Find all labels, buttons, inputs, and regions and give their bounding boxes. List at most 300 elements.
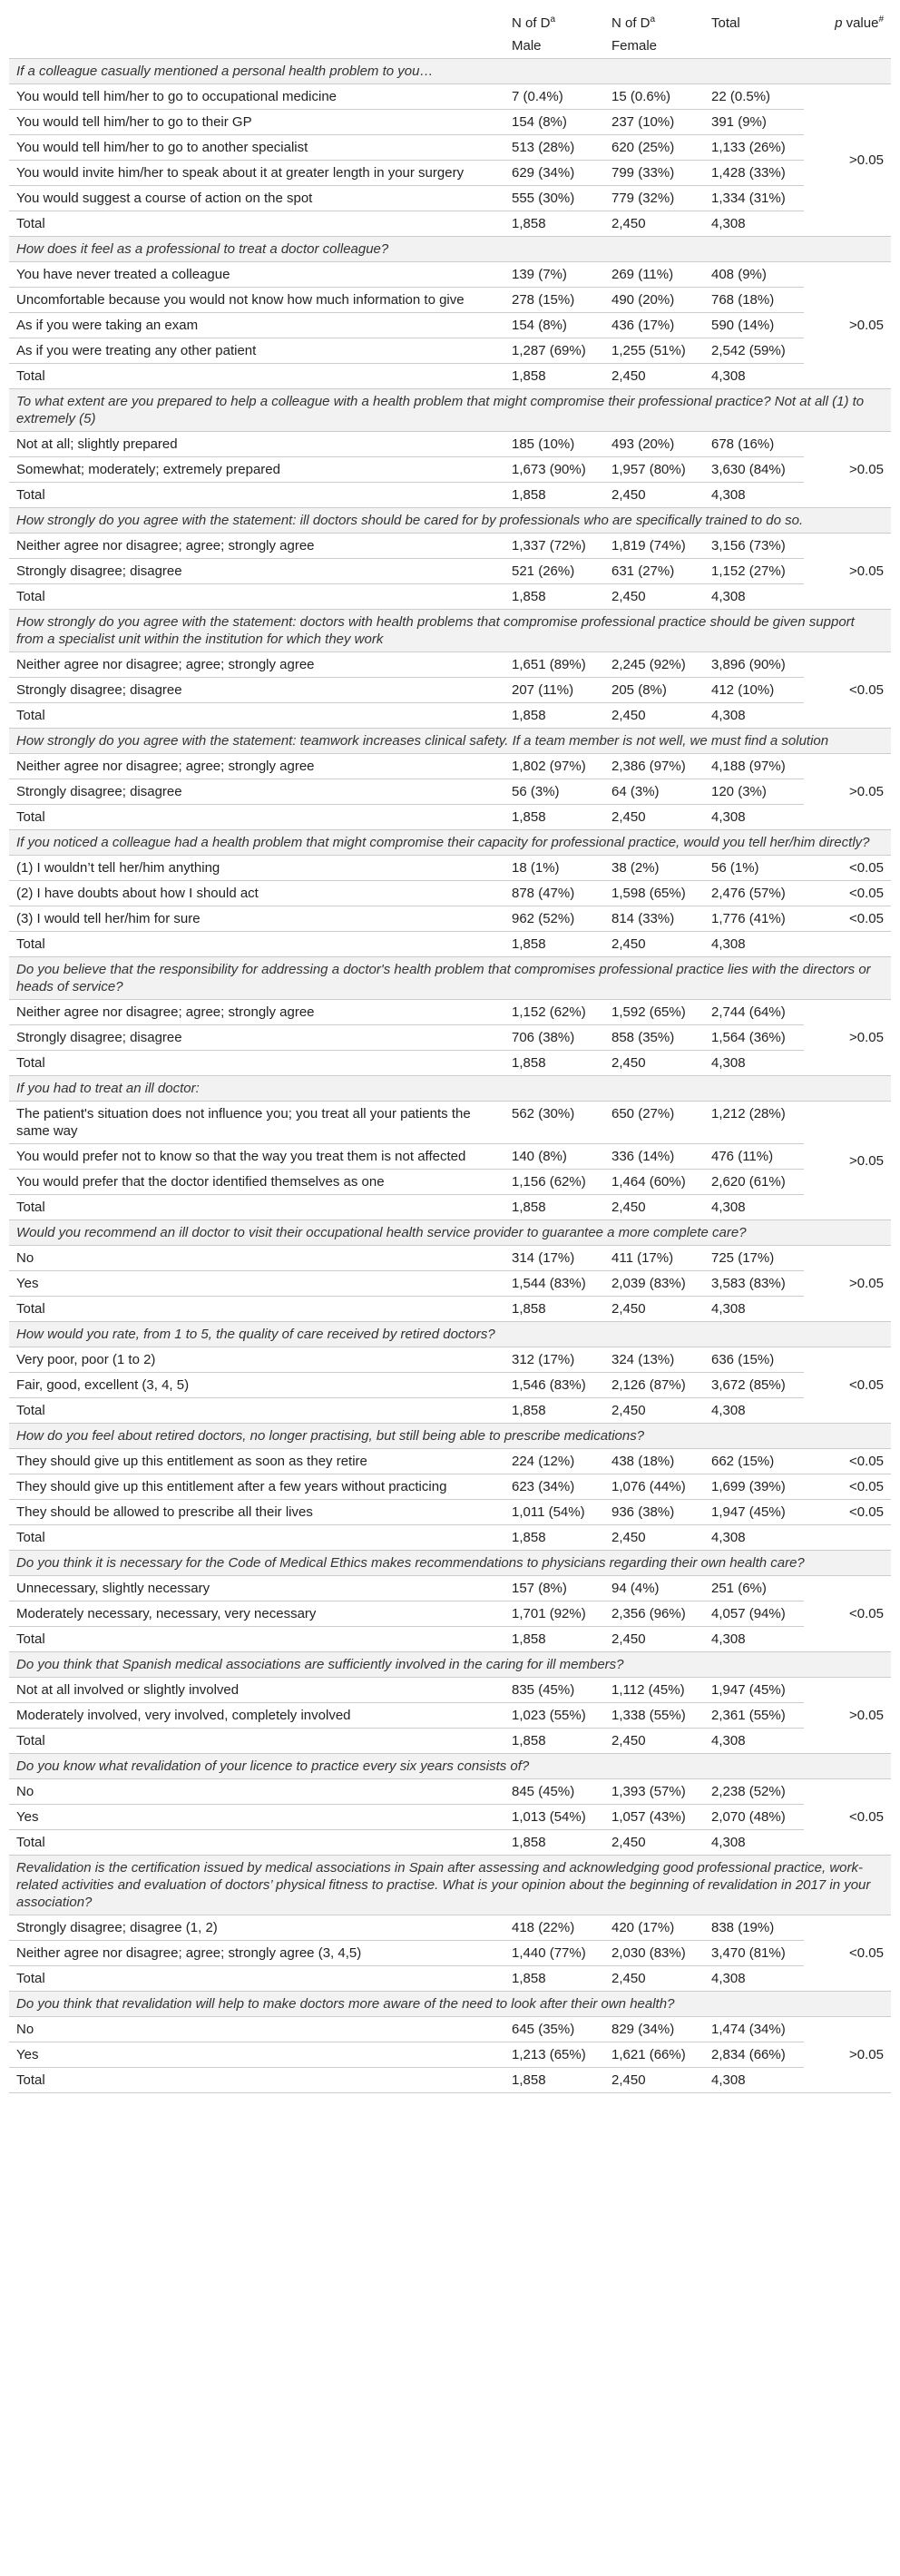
female-count: 438 (18%) bbox=[604, 1449, 704, 1474]
section-question-row bbox=[9, 1992, 891, 2017]
total-count: 768 (18%) bbox=[704, 288, 804, 313]
male-count: 845 (45%) bbox=[504, 1779, 604, 1805]
total-count: 120 (3%) bbox=[704, 779, 804, 805]
male-count: 1,858 bbox=[504, 703, 604, 729]
section-question-row bbox=[9, 1551, 891, 1576]
p-value: <0.05 bbox=[804, 1576, 891, 1652]
male-count: 1,858 bbox=[504, 1051, 604, 1076]
total-count: 3,896 (90%) bbox=[704, 652, 804, 678]
header-total: Total bbox=[711, 15, 740, 31]
table-row bbox=[9, 1627, 891, 1652]
table-row bbox=[9, 364, 891, 389]
female-count: 94 (4%) bbox=[604, 1576, 704, 1601]
table-row bbox=[9, 457, 891, 483]
header-p-mark: # bbox=[878, 15, 884, 24]
table-row bbox=[9, 1195, 891, 1220]
section-question-row bbox=[9, 1754, 891, 1779]
row-label: They should be allowed to prescribe all their lives bbox=[9, 1500, 504, 1525]
header-p-rest: value bbox=[842, 15, 879, 31]
total-count: 2,361 (55%) bbox=[704, 1703, 804, 1729]
section-question-row bbox=[9, 957, 891, 1000]
table-row bbox=[9, 2017, 891, 2042]
total-count: 1,947 (45%) bbox=[704, 1500, 804, 1525]
female-count: 1,076 (44%) bbox=[604, 1474, 704, 1500]
table-row bbox=[9, 1347, 891, 1373]
table-row bbox=[9, 1678, 891, 1703]
total-count: 4,057 (94%) bbox=[704, 1601, 804, 1627]
male-count: 1,858 bbox=[504, 1966, 604, 1992]
female-count: 1,592 (65%) bbox=[604, 1000, 704, 1025]
male-count: 1,858 bbox=[504, 932, 604, 957]
row-label: Fair, good, excellent (3, 4, 5) bbox=[9, 1373, 504, 1398]
total-count: 4,308 bbox=[704, 483, 804, 508]
total-count: 4,308 bbox=[704, 932, 804, 957]
male-count: 1,013 (54%) bbox=[504, 1805, 604, 1830]
table-row bbox=[9, 1271, 891, 1297]
table-row bbox=[9, 1398, 891, 1424]
table-row bbox=[9, 652, 891, 678]
female-count: 2,245 (92%) bbox=[604, 652, 704, 678]
total-count: 3,470 (81%) bbox=[704, 1941, 804, 1966]
section-question-row bbox=[9, 508, 891, 534]
female-count: 490 (20%) bbox=[604, 288, 704, 313]
male-count: 521 (26%) bbox=[504, 559, 604, 584]
table-row bbox=[9, 1449, 891, 1474]
male-count: 185 (10%) bbox=[504, 432, 604, 457]
male-count: 1,152 (62%) bbox=[504, 1000, 604, 1025]
total-count: 2,620 (61%) bbox=[704, 1170, 804, 1195]
row-label: Unnecessary, slightly necessary bbox=[9, 1576, 504, 1601]
total-count: 1,564 (36%) bbox=[704, 1025, 804, 1051]
table-row bbox=[9, 2042, 891, 2068]
p-value-empty bbox=[804, 1525, 891, 1551]
total-count: 4,308 bbox=[704, 703, 804, 729]
header-blank bbox=[9, 9, 504, 35]
total-count: 1,428 (33%) bbox=[704, 161, 804, 186]
p-value: <0.05 bbox=[804, 906, 891, 932]
table-row bbox=[9, 483, 891, 508]
section-question: How strongly do you agree with the statement: ill doctors should be cared for by professionals who are specifically trained to do so. bbox=[9, 508, 891, 534]
row-label: Total bbox=[9, 1195, 504, 1220]
male-count: 1,858 bbox=[504, 805, 604, 830]
male-count: 1,546 (83%) bbox=[504, 1373, 604, 1398]
row-label: Total bbox=[9, 483, 504, 508]
row-label: They should give up this entitlement after a few years without practicing bbox=[9, 1474, 504, 1500]
table-row bbox=[9, 1805, 891, 1830]
row-label: You would prefer that the doctor identified themselves as one bbox=[9, 1170, 504, 1195]
section-question: Would you recommend an ill doctor to visit their occupational health service provider to guarantee a more complete care? bbox=[9, 1220, 891, 1246]
female-count: 631 (27%) bbox=[604, 559, 704, 584]
row-label: The patient's situation does not influence you; you treat all your patients the same way bbox=[9, 1102, 504, 1144]
female-count: 2,386 (97%) bbox=[604, 754, 704, 779]
p-value: >0.05 bbox=[804, 534, 891, 610]
total-count: 4,308 bbox=[704, 805, 804, 830]
total-count: 391 (9%) bbox=[704, 110, 804, 135]
table-row bbox=[9, 1500, 891, 1525]
female-count: 2,039 (83%) bbox=[604, 1271, 704, 1297]
total-count: 725 (17%) bbox=[704, 1246, 804, 1271]
total-count: 1,133 (26%) bbox=[704, 135, 804, 161]
total-count: 476 (11%) bbox=[704, 1144, 804, 1170]
female-count: 324 (13%) bbox=[604, 1347, 704, 1373]
row-label: Neither agree nor disagree; agree; strongly agree (3, 4,5) bbox=[9, 1941, 504, 1966]
section-question-row bbox=[9, 237, 891, 262]
row-label: Very poor, poor (1 to 2) bbox=[9, 1347, 504, 1373]
male-count: 1,651 (89%) bbox=[504, 652, 604, 678]
female-count: 2,450 bbox=[604, 584, 704, 610]
female-count: 2,450 bbox=[604, 1297, 704, 1322]
total-count: 2,238 (52%) bbox=[704, 1779, 804, 1805]
table-row bbox=[9, 135, 891, 161]
table-row bbox=[9, 932, 891, 957]
total-count: 4,308 bbox=[704, 1195, 804, 1220]
row-label: You would tell him/her to go to occupational medicine bbox=[9, 84, 504, 110]
table-row bbox=[9, 262, 891, 288]
male-count: 629 (34%) bbox=[504, 161, 604, 186]
row-label: No bbox=[9, 1779, 504, 1805]
table-row bbox=[9, 1915, 891, 1941]
male-count: 1,858 bbox=[504, 1729, 604, 1754]
header-row-top bbox=[9, 9, 891, 35]
section-question: How strongly do you agree with the statement: teamwork increases clinical safety. If a team member is not well, we must find a solution bbox=[9, 729, 891, 754]
header-blank-3 bbox=[704, 35, 804, 59]
total-count: 1,334 (31%) bbox=[704, 186, 804, 211]
row-label: You would suggest a course of action on the spot bbox=[9, 186, 504, 211]
male-count: 140 (8%) bbox=[504, 1144, 604, 1170]
p-value: <0.05 bbox=[804, 1474, 891, 1500]
total-count: 2,070 (48%) bbox=[704, 1805, 804, 1830]
header-female-count-text: N of D bbox=[611, 15, 651, 31]
female-count: 237 (10%) bbox=[604, 110, 704, 135]
total-count: 2,542 (59%) bbox=[704, 338, 804, 364]
male-count: 645 (35%) bbox=[504, 2017, 604, 2042]
total-count: 4,308 bbox=[704, 1729, 804, 1754]
female-count: 336 (14%) bbox=[604, 1144, 704, 1170]
table-row bbox=[9, 906, 891, 932]
male-count: 1,858 bbox=[504, 1525, 604, 1551]
female-count: 858 (35%) bbox=[604, 1025, 704, 1051]
male-count: 1,858 bbox=[504, 1830, 604, 1856]
row-label: Strongly disagree; disagree bbox=[9, 779, 504, 805]
p-value: <0.05 bbox=[804, 1347, 891, 1424]
p-value: >0.05 bbox=[804, 1000, 891, 1076]
table-row bbox=[9, 1830, 891, 1856]
female-count: 2,450 bbox=[604, 932, 704, 957]
row-label: Yes bbox=[9, 1805, 504, 1830]
female-count: 2,450 bbox=[604, 1195, 704, 1220]
total-count: 4,308 bbox=[704, 1525, 804, 1551]
header-p-value bbox=[804, 9, 891, 35]
total-count: 4,308 bbox=[704, 1966, 804, 1992]
female-count: 799 (33%) bbox=[604, 161, 704, 186]
section-question: How do you feel about retired doctors, no longer practising, but still being able to prescribe medications? bbox=[9, 1424, 891, 1449]
table-row bbox=[9, 1703, 891, 1729]
female-count: 269 (11%) bbox=[604, 262, 704, 288]
row-label: Total bbox=[9, 1627, 504, 1652]
section-question-row bbox=[9, 729, 891, 754]
female-count: 493 (20%) bbox=[604, 432, 704, 457]
table-header bbox=[9, 9, 891, 59]
male-count: 1,673 (90%) bbox=[504, 457, 604, 483]
row-label: Not at all involved or slightly involved bbox=[9, 1678, 504, 1703]
total-count: 590 (14%) bbox=[704, 313, 804, 338]
male-count: 1,858 bbox=[504, 211, 604, 237]
female-count: 2,450 bbox=[604, 483, 704, 508]
total-count: 1,776 (41%) bbox=[704, 906, 804, 932]
total-count: 4,308 bbox=[704, 1051, 804, 1076]
female-count: 1,255 (51%) bbox=[604, 338, 704, 364]
row-label: (1) I wouldn’t tell her/him anything bbox=[9, 856, 504, 881]
female-count: 411 (17%) bbox=[604, 1246, 704, 1271]
male-count: 1,337 (72%) bbox=[504, 534, 604, 559]
total-count: 4,308 bbox=[704, 1627, 804, 1652]
section-question-row bbox=[9, 1856, 891, 1915]
male-count: 139 (7%) bbox=[504, 262, 604, 288]
row-label: Strongly disagree; disagree (1, 2) bbox=[9, 1915, 504, 1941]
table-row bbox=[9, 703, 891, 729]
female-count: 2,450 bbox=[604, 364, 704, 389]
male-count: 157 (8%) bbox=[504, 1576, 604, 1601]
male-count: 18 (1%) bbox=[504, 856, 604, 881]
row-label: You would tell him/her to go to another specialist bbox=[9, 135, 504, 161]
table-row bbox=[9, 313, 891, 338]
male-count: 1,858 bbox=[504, 584, 604, 610]
total-count: 838 (19%) bbox=[704, 1915, 804, 1941]
section-question: Do you think it is necessary for the Code of Medical Ethics makes recommendations to physicians regarding their own health care? bbox=[9, 1551, 891, 1576]
row-label: Total bbox=[9, 2068, 504, 2093]
table-row bbox=[9, 1025, 891, 1051]
row-label: Uncomfortable because you would not know how much information to give bbox=[9, 288, 504, 313]
p-value: >0.05 bbox=[804, 1678, 891, 1754]
female-count: 779 (32%) bbox=[604, 186, 704, 211]
total-count: 408 (9%) bbox=[704, 262, 804, 288]
female-count: 420 (17%) bbox=[604, 1915, 704, 1941]
female-count: 2,450 bbox=[604, 2068, 704, 2093]
p-value: <0.05 bbox=[804, 1500, 891, 1525]
section-question: If a colleague casually mentioned a personal health problem to you… bbox=[9, 59, 891, 84]
table-row bbox=[9, 1601, 891, 1627]
row-label: Total bbox=[9, 1830, 504, 1856]
section-question: Do you think that Spanish medical associations are sufficiently involved in the caring for ill members? bbox=[9, 1652, 891, 1678]
male-count: 1,213 (65%) bbox=[504, 2042, 604, 2068]
female-count: 1,621 (66%) bbox=[604, 2042, 704, 2068]
male-count: 1,802 (97%) bbox=[504, 754, 604, 779]
row-label: As if you were taking an exam bbox=[9, 313, 504, 338]
section-question: Do you know what revalidation of your licence to practice every six years consists of? bbox=[9, 1754, 891, 1779]
header-female-footnote: a bbox=[650, 15, 656, 24]
male-count: 224 (12%) bbox=[504, 1449, 604, 1474]
p-value: >0.05 bbox=[804, 432, 891, 508]
row-label: Strongly disagree; disagree bbox=[9, 678, 504, 703]
female-count: 2,450 bbox=[604, 1729, 704, 1754]
table-row bbox=[9, 1525, 891, 1551]
row-label: Somewhat; moderately; extremely prepared bbox=[9, 457, 504, 483]
row-label: Yes bbox=[9, 2042, 504, 2068]
section-question-row bbox=[9, 389, 891, 432]
row-label: Total bbox=[9, 932, 504, 957]
total-count: 3,156 (73%) bbox=[704, 534, 804, 559]
total-count: 1,699 (39%) bbox=[704, 1474, 804, 1500]
male-count: 154 (8%) bbox=[504, 313, 604, 338]
female-count: 2,126 (87%) bbox=[604, 1373, 704, 1398]
female-count: 1,393 (57%) bbox=[604, 1779, 704, 1805]
p-value: >0.05 bbox=[804, 2017, 891, 2093]
female-count: 650 (27%) bbox=[604, 1102, 704, 1144]
header-row-bottom bbox=[9, 35, 891, 59]
male-count: 1,858 bbox=[504, 483, 604, 508]
row-label: (2) I have doubts about how I should act bbox=[9, 881, 504, 906]
table-row bbox=[9, 1779, 891, 1805]
table-row bbox=[9, 211, 891, 237]
section-question-row bbox=[9, 1076, 891, 1102]
male-count: 878 (47%) bbox=[504, 881, 604, 906]
row-label: Neither agree nor disagree; agree; strongly agree bbox=[9, 652, 504, 678]
table-row bbox=[9, 1102, 891, 1144]
row-label: You have never treated a colleague bbox=[9, 262, 504, 288]
female-count: 814 (33%) bbox=[604, 906, 704, 932]
row-label: Total bbox=[9, 364, 504, 389]
table-row bbox=[9, 754, 891, 779]
male-count: 278 (15%) bbox=[504, 288, 604, 313]
table-row bbox=[9, 1051, 891, 1076]
row-label: Total bbox=[9, 1966, 504, 1992]
section-question: If you had to treat an ill doctor: bbox=[9, 1076, 891, 1102]
row-label: Yes bbox=[9, 1271, 504, 1297]
total-count: 1,947 (45%) bbox=[704, 1678, 804, 1703]
row-label: Total bbox=[9, 584, 504, 610]
female-count: 1,057 (43%) bbox=[604, 1805, 704, 1830]
row-label: Total bbox=[9, 1051, 504, 1076]
total-count: 636 (15%) bbox=[704, 1347, 804, 1373]
section-question: If you noticed a colleague had a health problem that might compromise their capacity for professional practice, would you tell her/him directly? bbox=[9, 830, 891, 856]
table-row bbox=[9, 186, 891, 211]
row-label: Not at all; slightly prepared bbox=[9, 432, 504, 457]
male-count: 1,858 bbox=[504, 2068, 604, 2093]
female-count: 1,957 (80%) bbox=[604, 457, 704, 483]
header-p-italic: p bbox=[835, 15, 843, 31]
p-value: <0.05 bbox=[804, 1779, 891, 1856]
section-question-row bbox=[9, 1220, 891, 1246]
row-label: No bbox=[9, 1246, 504, 1271]
female-count: 2,450 bbox=[604, 1966, 704, 1992]
total-count: 4,308 bbox=[704, 364, 804, 389]
male-count: 207 (11%) bbox=[504, 678, 604, 703]
row-label: Total bbox=[9, 1525, 504, 1551]
total-count: 1,212 (28%) bbox=[704, 1102, 804, 1144]
total-count: 678 (16%) bbox=[704, 432, 804, 457]
header-male: Male bbox=[504, 35, 604, 59]
female-count: 15 (0.6%) bbox=[604, 84, 704, 110]
row-label: Total bbox=[9, 1297, 504, 1322]
section-question-row bbox=[9, 1652, 891, 1678]
row-label: Total bbox=[9, 211, 504, 237]
row-label: Total bbox=[9, 1398, 504, 1424]
section-question-row bbox=[9, 1424, 891, 1449]
section-question-row bbox=[9, 1322, 891, 1347]
table-row bbox=[9, 1373, 891, 1398]
section-question: Do you believe that the responsibility for addressing a doctor's health problem that compromises professional practice lies with the directors or heads of service? bbox=[9, 957, 891, 1000]
section-question-row bbox=[9, 830, 891, 856]
p-value: >0.05 bbox=[804, 84, 891, 237]
male-count: 1,544 (83%) bbox=[504, 1271, 604, 1297]
table-row bbox=[9, 161, 891, 186]
table-row bbox=[9, 110, 891, 135]
table-row bbox=[9, 678, 891, 703]
table-row bbox=[9, 1576, 891, 1601]
total-count: 4,308 bbox=[704, 1830, 804, 1856]
male-count: 1,156 (62%) bbox=[504, 1170, 604, 1195]
p-value: <0.05 bbox=[804, 1915, 891, 1992]
male-count: 1,701 (92%) bbox=[504, 1601, 604, 1627]
table-row bbox=[9, 856, 891, 881]
row-label: As if you were treating any other patient bbox=[9, 338, 504, 364]
table-row bbox=[9, 1144, 891, 1170]
section-question: Revalidation is the certification issued by medical associations in Spain after assessing and acknowledging good professional practice, work-related activities and evaluation of doctors’ physical fitness to practise. What is your opinion about the beginning of revalidation in 2017 in your association? bbox=[9, 1856, 891, 1915]
male-count: 706 (38%) bbox=[504, 1025, 604, 1051]
row-label: You would invite him/her to speak about it at greater length in your surgery bbox=[9, 161, 504, 186]
row-label: Neither agree nor disagree; agree; strongly agree bbox=[9, 534, 504, 559]
row-label: Strongly disagree; disagree bbox=[9, 559, 504, 584]
female-count: 2,450 bbox=[604, 1525, 704, 1551]
female-count: 2,450 bbox=[604, 1051, 704, 1076]
table-row bbox=[9, 805, 891, 830]
section-question: How does it feel as a professional to treat a doctor colleague? bbox=[9, 237, 891, 262]
row-label: Total bbox=[9, 805, 504, 830]
table-row bbox=[9, 1966, 891, 1992]
female-count: 1,112 (45%) bbox=[604, 1678, 704, 1703]
p-value: >0.05 bbox=[804, 754, 891, 830]
table-row bbox=[9, 1246, 891, 1271]
total-count: 251 (6%) bbox=[704, 1576, 804, 1601]
total-count: 4,308 bbox=[704, 211, 804, 237]
female-count: 436 (17%) bbox=[604, 313, 704, 338]
female-count: 64 (3%) bbox=[604, 779, 704, 805]
female-count: 1,464 (60%) bbox=[604, 1170, 704, 1195]
table-row bbox=[9, 1941, 891, 1966]
female-count: 829 (34%) bbox=[604, 2017, 704, 2042]
total-count: 2,476 (57%) bbox=[704, 881, 804, 906]
male-count: 154 (8%) bbox=[504, 110, 604, 135]
female-count: 1,819 (74%) bbox=[604, 534, 704, 559]
header-female-count bbox=[604, 9, 704, 35]
header-male-count bbox=[504, 9, 604, 35]
female-count: 936 (38%) bbox=[604, 1500, 704, 1525]
header-blank-2 bbox=[9, 35, 504, 59]
p-value: >0.05 bbox=[804, 1246, 891, 1322]
table-row bbox=[9, 559, 891, 584]
male-count: 1,023 (55%) bbox=[504, 1703, 604, 1729]
male-count: 418 (22%) bbox=[504, 1915, 604, 1941]
section-question: Do you think that revalidation will help to make doctors more aware of the need to look after their own health? bbox=[9, 1992, 891, 2017]
table-row bbox=[9, 881, 891, 906]
section-question: How would you rate, from 1 to 5, the quality of care received by retired doctors? bbox=[9, 1322, 891, 1347]
female-count: 205 (8%) bbox=[604, 678, 704, 703]
female-count: 620 (25%) bbox=[604, 135, 704, 161]
male-count: 1,287 (69%) bbox=[504, 338, 604, 364]
female-count: 1,338 (55%) bbox=[604, 1703, 704, 1729]
table-row bbox=[9, 1474, 891, 1500]
male-count: 1,858 bbox=[504, 1297, 604, 1322]
table-body bbox=[9, 59, 891, 2093]
male-count: 7 (0.4%) bbox=[504, 84, 604, 110]
row-label: Strongly disagree; disagree bbox=[9, 1025, 504, 1051]
total-count: 4,308 bbox=[704, 1398, 804, 1424]
total-count: 4,308 bbox=[704, 584, 804, 610]
male-count: 835 (45%) bbox=[504, 1678, 604, 1703]
male-count: 562 (30%) bbox=[504, 1102, 604, 1144]
row-label: You would tell him/her to go to their GP bbox=[9, 110, 504, 135]
header-blank-4 bbox=[804, 35, 891, 59]
